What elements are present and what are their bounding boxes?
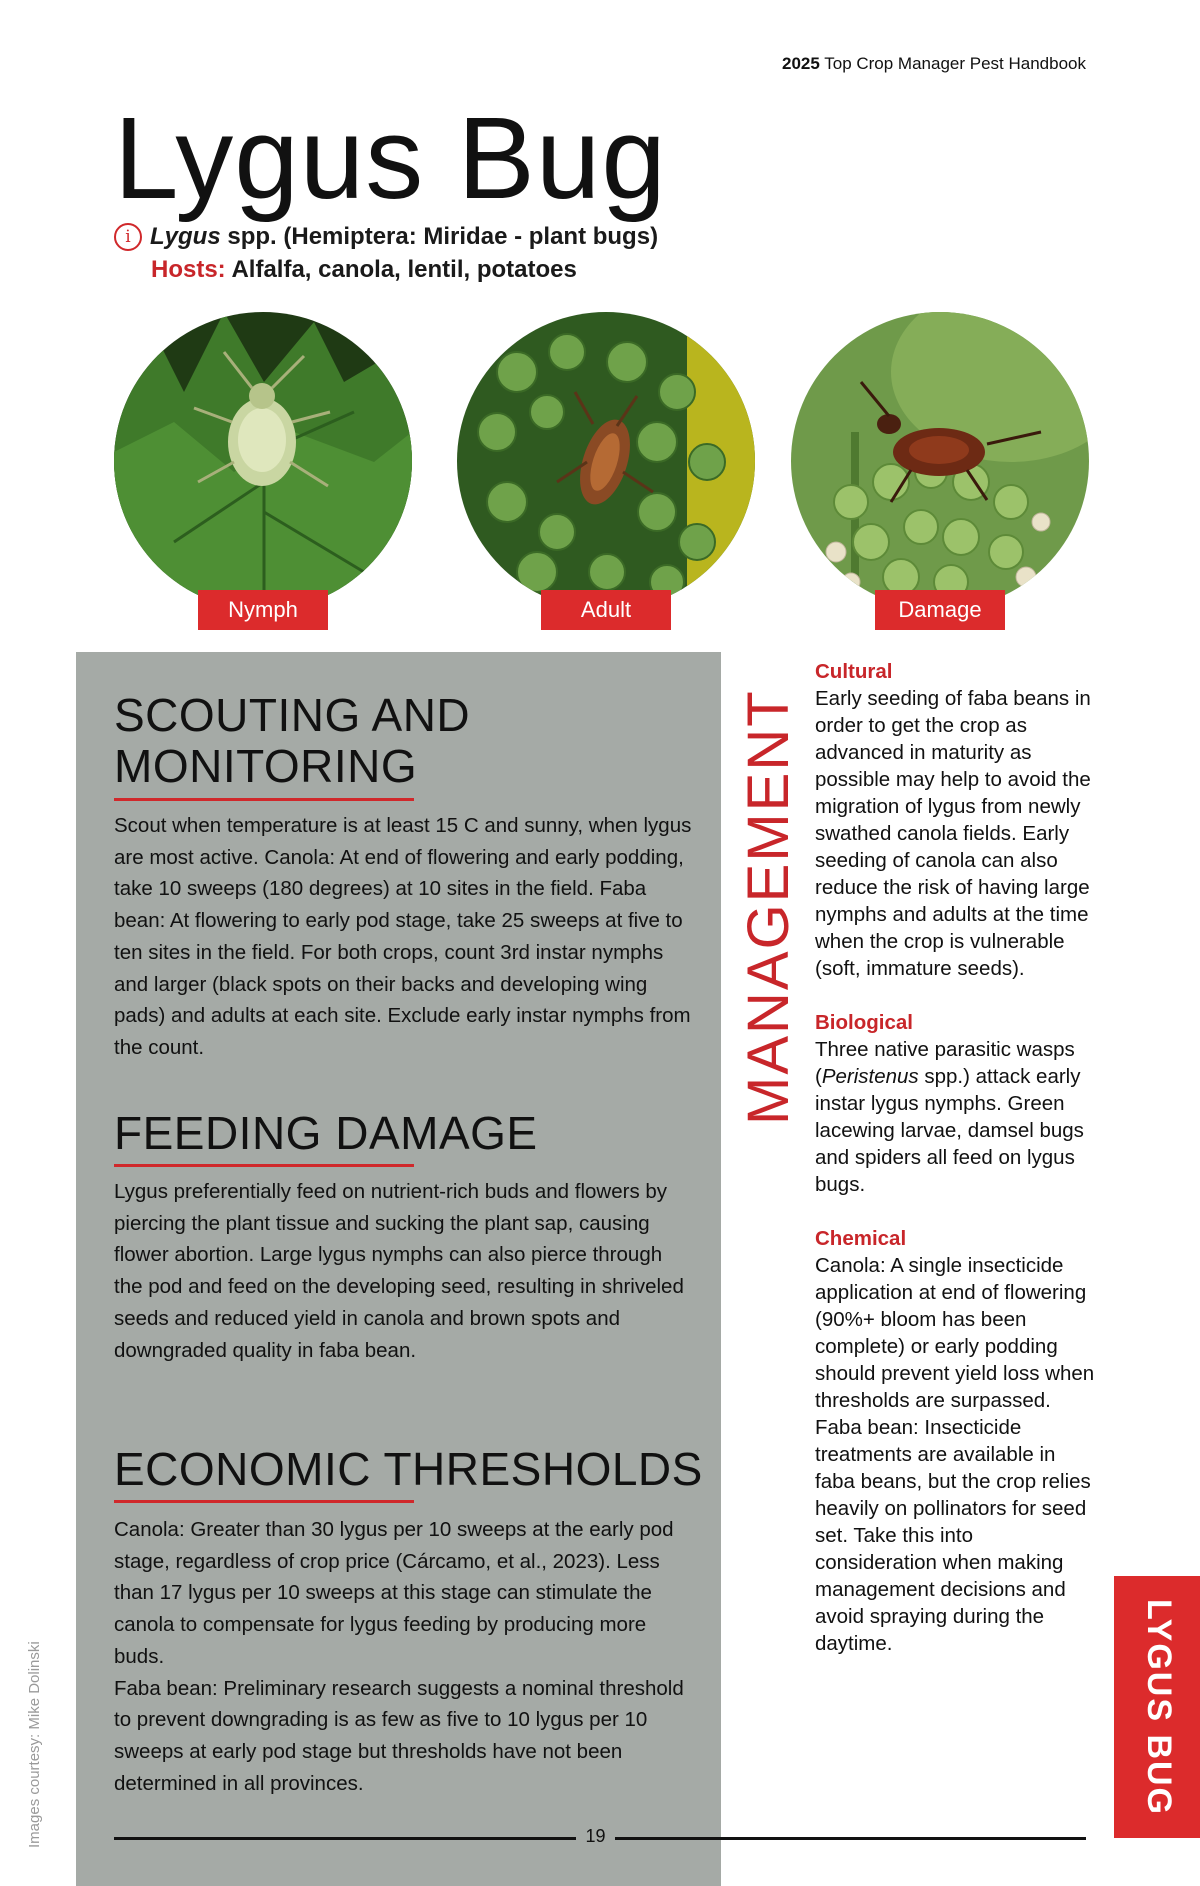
handbook-year: 2025 [781,54,820,73]
thresholds-divider [114,1500,414,1503]
photo-damage [791,312,1089,630]
side-tab[interactable] [1114,1576,1200,1838]
management-column [815,658,1095,1684]
taxonomy: spp. (Hemiptera: Miridae - plant bugs) [227,223,659,250]
scouting-body: Scout when temperature is at least 15 C and sunny, when lygus are most active. Canola: At end of flowering and early podding, take 10 sweeps (180 degrees) at 10 sites in the field. Faba bean: At flowering to early pod stage, take 25 sweeps at five to ten sites in the field. For both crops, count 3rd instar nymphs and larger (black spots on their backs and developing wing pads) and adults at each site. Exclude early instar nymphs from the count. [114,814,692,1059]
footer-rule-right [615,1837,1086,1840]
biological-title: Biological [815,1011,913,1034]
handbook-title [782,54,1086,74]
scientific-name [114,223,658,251]
info-icon[interactable]: i [114,223,142,251]
scouting-heading-line1: SCOUTING AND [114,689,471,741]
biological-body-start: Three native parasitic wasps ( [815,1038,1075,1088]
adult-label: Adult [541,590,671,630]
cultural-body: Early seeding of faba beans in order to get the crop as advanced in maturity as possible may help to avoid the migration of lygus from newly swathed canola fields. Early seeding of canola can also reduce the risk of having large nymphs and adults at the time when the crop is vulnerable (soft, immature seeds). [815,687,1091,980]
hosts-line [151,256,577,284]
feeding-divider [114,1164,414,1167]
biological-body [815,1036,1095,1198]
scouting-divider [114,798,414,801]
side-tab-label: LYGUS BUG [1140,1599,1178,1817]
page-title: Lygus Bug [114,93,667,223]
thresholds-faba: Faba bean: Preliminary research suggests a nominal threshold to prevent downgrading is as few as five to 10 lygus per 10 sweeps at early pod stage but thresholds have not been determined in all provinces. [114,1676,684,1795]
hosts-label: Hosts: [151,256,226,283]
hosts-value: Alfalfa, canola, lentil, potatoes [231,256,577,283]
image-credit: Images courtesy: Mike Dolinski [26,1641,43,1848]
feeding-heading: FEEDING DAMAGE [114,1107,538,1159]
chemical-block [815,1225,1095,1657]
cultural-block [815,658,1095,982]
thresholds-body [114,1514,694,1799]
chemical-faba: Faba bean: Insecticide treatments are available in faba beans, but the crop relies heavily on pollinators for seed set. Take this into consideration when making management decisions and avoid spraying during the daytime. [815,1416,1091,1655]
thresholds-canola: Canola: Greater than 30 lygus per 10 sweeps at the early pod stage, regardless of crop price (Cárcamo, et al., 2023). Less than 17 lygus per 10 sweeps at this stage can stimulate the canola to compensate for lygus feeding by producing more buds. [114,1518,674,1668]
biological-body-end: spp.) attack early instar lygus nymphs. Green lacewing larvae, damsel bugs and spiders all feed on lygus bugs. [815,1065,1084,1196]
nymph-label: Nymph [198,590,328,630]
photo-adult [457,312,755,630]
damage-image [791,312,1089,610]
feeding-body: Lygus preferentially feed on nutrient-rich buds and flowers by piercing the plant tissue and sucking the plant sap, causing flower abortion. Large lygus nymphs can also pierce through the pod and feed on the developing seed, resulting in shriveled seeds and reduced yield in canola and brown spots and downgraded quality in faba bean. [114,1180,684,1362]
nymph-photo-circle [114,312,412,610]
handbook-name: Top Crop Manager Pest Handbook [824,54,1086,73]
footer-rule-left [114,1837,576,1840]
genus: Lygus [150,223,221,250]
biological-block [815,1009,1095,1198]
cultural-title: Cultural [815,660,893,683]
adult-photo-circle [457,312,755,610]
adult-image [457,312,755,610]
damage-label: Damage [875,590,1005,630]
management-label: MANAGEMENT [736,689,801,1125]
page-number: 19 [585,1826,606,1846]
scouting-heading-line2: MONITORING [114,739,418,792]
nymph-image [114,312,412,610]
damage-photo-circle [791,312,1089,610]
biological-body-italic: Peristenus [821,1065,919,1088]
chemical-title: Chemical [815,1227,907,1250]
photo-nymph [114,312,412,630]
chemical-canola: Canola: A single insecticide application at end of flowering (90%+ bloom has been complete) or early podding should prevent yield loss when thresholds are surpassed. [815,1254,1095,1412]
thresholds-heading: ECONOMIC THRESHOLDS [114,1443,703,1495]
scouting-heading [114,690,470,791]
